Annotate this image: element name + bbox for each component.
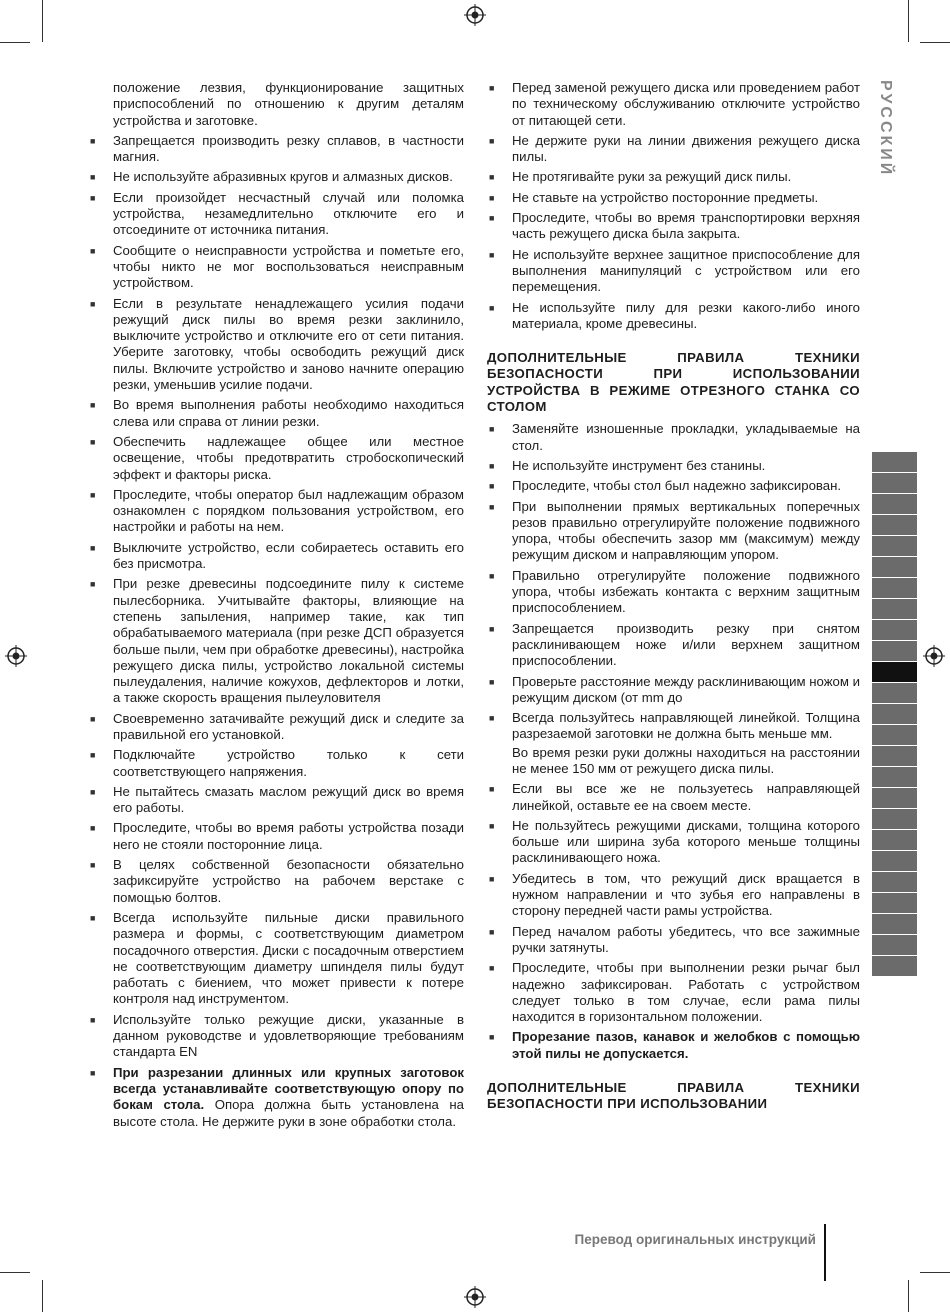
footer-divider	[824, 1224, 826, 1281]
section-heading-table-mode: ДОПОЛНИТЕЛЬНЫЕ ПРАВИЛА ТЕХНИКИ БЕЗОПАСНОСТИ ПРИ ИСПОЛЬЗОВАНИИ УСТРОЙСТВА В РЕЖИМЕ ОТРЕЗНОГО СТАНКА СО СТОЛОМ	[487, 350, 860, 415]
list-item: ■ Не держите руки на линии движения режущего диска пилы.	[487, 133, 860, 166]
list-item: ■ Во время выполнения работы необходимо находиться слева или справа от линии резки.	[88, 397, 464, 430]
side-tab	[872, 473, 917, 494]
registration-mark-top-icon	[464, 4, 486, 26]
registration-mark-bottom-icon	[464, 1286, 486, 1308]
list-item: ■ Не протягивайте руки за режущий диск пилы.	[487, 169, 860, 185]
support-warning-bold: При разрезании длинных или крупных заготовок всегда устанавливайте соответствующую опору по бокам стола.	[113, 1064, 464, 1113]
list-item: ■ Перед началом работы убедитесь, что все зажимные ручки затянуты.	[487, 924, 860, 957]
safety-list-right-2	[487, 421, 860, 1062]
crop-mark-bottom-right-h	[920, 1272, 950, 1273]
side-tabs	[872, 452, 917, 977]
list-item: ■ Проследите, чтобы при выполнении резки рычаг был надежно зафиксирован. Работать с устройством следует только в том случае, если рама пилы находится в горизонтальном положении.	[487, 960, 860, 1025]
side-tab	[872, 452, 917, 473]
list-item-bold: ■ Прорезание пазов, канавок и желобков с помощью этой пилы не допускается.	[487, 1029, 860, 1062]
side-tab	[872, 851, 917, 872]
list-item: ■ Проследите, чтобы во время транспортировки верхняя часть режущего диска была закрыта.	[487, 210, 860, 243]
list-item: ■ Если произойдет несчастный случай или поломка устройства, незамедлительно отключите его и отсоедините от источника питания.	[88, 190, 464, 239]
side-tab	[872, 893, 917, 914]
crop-mark-top-left	[42, 0, 43, 42]
right-column	[487, 80, 860, 1119]
side-tab-active	[872, 662, 917, 683]
language-label: РУССКИЙ	[877, 80, 894, 178]
registration-mark-right-icon	[923, 645, 945, 667]
side-tab	[872, 557, 917, 578]
safety-list-left	[88, 133, 464, 1130]
list-item: ■ Не используйте инструмент без станины.	[487, 458, 860, 474]
list-item: ■ Не ставьте на устройство посторонние предметы.	[487, 190, 860, 206]
crop-mark-top-right-h	[920, 42, 950, 43]
support-warning-text: Опора должна быть установлена на высоте стола. Не держите руки в зоне обработки стола.	[113, 1097, 464, 1129]
list-item: ■ Проследите, чтобы стол был надежно зафиксирован.	[487, 478, 860, 494]
list-item: ■ Не используйте пилу для резки какого-либо иного материала, кроме древесины.	[487, 300, 860, 333]
list-item: ■ Сообщите о неисправности устройства и пометьте его, чтобы никто не мог воспользоваться неисправным устройством.	[88, 243, 464, 292]
crop-mark-top-left-h	[0, 42, 30, 43]
side-tab	[872, 515, 917, 536]
crop-mark-bottom-left	[42, 1280, 43, 1312]
side-tab	[872, 641, 917, 662]
side-tab	[872, 935, 917, 956]
list-item: ■ При выполнении прямых вертикальных поперечных резов правильно отрегулируйте положение подвижного упора, чтобы обеспечить зазор мм (максимум) между режущим диском и направляющим упором.	[487, 499, 860, 564]
side-tab	[872, 536, 917, 557]
list-item: ■ Не пользуйтесь режущими дисками, толщина которого больше или ширина зуба которого меньше толщины расклинивающего ножа.	[487, 818, 860, 867]
list-item-support	[88, 1065, 464, 1130]
list-item: ■ Запрещается производить резку сплавов, в частности магния.	[88, 133, 464, 166]
list-item: ■ Если в результате ненадлежащего усилия подачи режущий диск пилы во время резки заклинило, выключите устройство и отключите его от сети питания. Уберите заготовку, чтобы освободить режущий диск пилы. Включите устройство и заново начните операцию резки, уменьшив усилие подачи.	[88, 296, 464, 394]
list-item: ■ Выключите устройство, если собираетесь оставить его без присмотра.	[88, 540, 464, 573]
list-item: ■ Заменяйте изношенные прокладки, укладываемые на стол.	[487, 421, 860, 454]
side-tab	[872, 725, 917, 746]
list-item: ■ Не используйте верхнее защитное приспособление для выполнения манипуляций с устройством или его перемещения.	[487, 247, 860, 296]
side-tab	[872, 809, 917, 830]
list-item: ■ В целях собственной безопасности обязательно зафиксируйте устройство на рабочем верстаке с помощью болтов.	[88, 857, 464, 906]
list-item: ■ Проверьте расстояние между расклинивающим ножом и режущим диском (от mm до	[487, 674, 860, 707]
crop-mark-top-right	[908, 0, 909, 42]
list-item: ■ Своевременно затачивайте режущий диск и следите за правильной его установкой.	[88, 711, 464, 744]
section-heading-continued: ДОПОЛНИТЕЛЬНЫЕ ПРАВИЛА ТЕХНИКИ БЕЗОПАСНОСТИ ПРИ ИСПОЛЬЗОВАНИИ	[487, 1080, 860, 1112]
list-item: ■ Проследите, чтобы во время работы устройства позади него не стояли посторонние лица.	[88, 820, 464, 853]
list-item: ■ Перед заменой режущего диска или проведением работ по техническому обслуживанию отключите устройство от питающей сети.	[487, 80, 860, 129]
side-tab	[872, 704, 917, 725]
side-tab	[872, 578, 917, 599]
list-item: ■ Используйте только режущие диски, указанные в данном руководстве и удовлетворяющие требованиям стандарта EN	[88, 1012, 464, 1061]
side-tab	[872, 872, 917, 893]
registration-mark-left-icon	[5, 645, 27, 667]
safety-list-right-1	[487, 80, 860, 332]
side-tab	[872, 599, 917, 620]
side-tab	[872, 620, 917, 641]
list-item: ■ Запрещается производить резку при снятом расклинивающем ноже и/или верхнем защитном приспособлении.	[487, 621, 860, 670]
side-tab	[872, 494, 917, 515]
side-tab	[872, 830, 917, 851]
fence-item-line1: ■ Всегда пользуйтесь направляющей линейкой. Толщина разрезаемой заготовки не должна быть меньше мм.	[512, 710, 860, 742]
list-item: ■ Убедитесь в том, что режущий диск вращается в нужном направлении и что зубья его направлены в сторону передней части рамы устройства.	[487, 871, 860, 920]
crop-mark-bottom-left-h	[0, 1272, 30, 1273]
footer-text: Перевод оригинальных инструкций	[574, 1232, 816, 1247]
list-item: ■ Правильно отрегулируйте положение подвижного упора, чтобы избежать контакта с верхним защитным приспособлением.	[487, 568, 860, 617]
side-tab	[872, 956, 917, 977]
list-item-fence	[487, 710, 860, 777]
intro-paragraph: положение лезвия, функционирование защитных приспособлений по отношению к другим деталям устройства и заготовке.	[113, 80, 464, 128]
list-item: ■ Обеспечить надлежащее общее или местное освещение, чтобы предотвратить стробоскопический эффект и факторы риска.	[88, 434, 464, 483]
list-item: ■ Всегда используйте пильные диски правильного размера и формы, с соответствующим диаметром посадочного отверстия. Диски с посадочным отверстием не соответствующим диаметру шпинделя пилы будут работать с биением, что может привести к потере контроля над инструментом.	[88, 910, 464, 1008]
side-tab	[872, 683, 917, 704]
list-item: ■ При резке древесины подсоедините пилу к системе пылесборника. Учитывайте факторы, влияющие на степень запыления, например такие, как тип обрабатываемого материала (при резке ДСП образуется больше пыли, чем при обработке древесины), настройка режущего диска пилы, устройство локальной системы пылеудаления, наличие кожухов, дефлекторов и лотки, а также скорость вращения пылеуловителя	[88, 576, 464, 706]
list-item: ■ Если вы все же не пользуетесь направляющей линейкой, оставьте ее на своем месте.	[487, 781, 860, 814]
list-item: ■ Проследите, чтобы оператор был надлежащим образом ознакомлен с порядком пользования устройством, его настройки и работы на нем.	[88, 487, 464, 536]
side-tab	[872, 788, 917, 809]
list-item: ■ Подключайте устройство только к сети соответствующего напряжения.	[88, 747, 464, 780]
side-tab	[872, 914, 917, 935]
side-tab	[872, 746, 917, 767]
side-tab	[872, 767, 917, 788]
list-item: ■ Не пытайтесь смазать маслом режущий диск во время его работы.	[88, 784, 464, 817]
list-item: ■ Не используйте абразивных кругов и алмазных дисков.	[88, 169, 464, 185]
left-column	[88, 80, 464, 1134]
crop-mark-bottom-right	[908, 1280, 909, 1312]
fence-item-line2: Во время резки руки должны находиться на расстоянии не менее 150 мм от режущего диска пилы.	[512, 744, 860, 776]
